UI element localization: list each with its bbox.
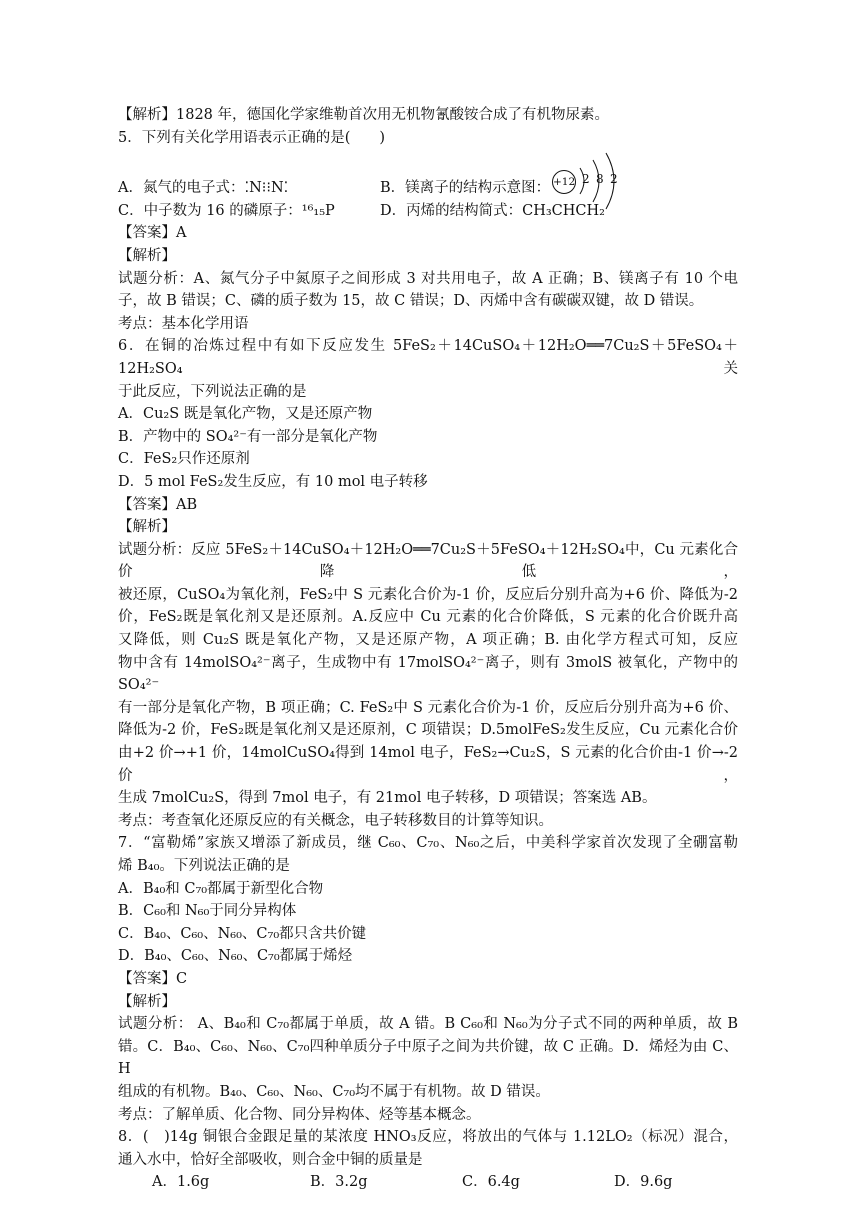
q8-stem: 8．( )14g 铜银合金跟足量的某浓度 HNO₃反应，将放出的气体与 1.12LO₂（标况）混合， bbox=[118, 1129, 738, 1146]
q6-analysis-line: 被还原，CuSO₄为氧化剂，FeS₂中 S 元素化合价为-1 价，反应后分别升高为+6 价、降低为-2 bbox=[118, 586, 738, 603]
q5-analysis-line: 子，故 B 错误；C、磷的质子数为 15，故 C 错误；D、丙烯中含有碳碳双键，故 D 错误。 bbox=[118, 293, 704, 310]
q7-option-d: D．B₄₀、C₆₀、N₆₀、C₇₀都属于烯烃 bbox=[118, 948, 353, 965]
q6-option-a: A．Cu₂S 既是氧化产物，又是还原产物 bbox=[118, 406, 373, 423]
q7-option-b: B．C₆₀和 N₆₀于同分异构体 bbox=[118, 903, 297, 920]
q6-option-d: D．5 mol FeS₂发生反应，有 10 mol 电子转移 bbox=[118, 473, 428, 490]
q5-option-d: D．丙烯的结构简式：CH₃CHCH₂ bbox=[380, 202, 605, 219]
q6-option-b: B．产物中的 SO₄²⁻有一部分是氧化产物 bbox=[118, 428, 378, 445]
q6-stem: 6．在铜的冶炼过程中有如下反应发生 5FeS₂＋14CuSO₄＋12H₂O══7Cu₂S＋5FeSO₄＋12H₂SO₄ 关 bbox=[118, 338, 738, 377]
q8-option-b: B．3.2g bbox=[310, 1174, 368, 1191]
q8-option-c: C．6.4g bbox=[462, 1174, 520, 1191]
shell-electron-count: 8 bbox=[596, 172, 604, 186]
q7-analysis-line: 错。C．B₄₀、C₆₀、N₆₀、C₇₀四种单质分子中原子之间为共价键，故 C 正确。D．烯烃为由 C、H bbox=[118, 1038, 738, 1078]
nucleus-charge: +12 bbox=[552, 170, 576, 194]
q5-options-row1 bbox=[118, 177, 738, 200]
magnesium-ion-structure-diagram bbox=[552, 150, 632, 212]
q7-option-a: A．B₄₀和 C₇₀都属于新型化合物 bbox=[118, 880, 324, 897]
q7-answer: 【答案】C bbox=[118, 970, 188, 987]
q5-option-b: B．镁离子的结构示意图： bbox=[380, 180, 551, 197]
shell-electron-count: 2 bbox=[610, 172, 618, 186]
q6-jiexi-heading: 【解析】 bbox=[118, 519, 176, 536]
q6-answer: 【答案】AB bbox=[118, 496, 198, 513]
prev-analysis: 【解析】1828 年，德国化学家维勒首次用无机物氰酸铵合成了有机物尿素。 bbox=[118, 107, 610, 123]
q8-stem: 通入水中，恰好全部吸收，则合金中铜的质量是 bbox=[118, 1151, 423, 1168]
q5-options-row2 bbox=[118, 200, 738, 223]
q7-stem: 烯 B₄₀。下列说法正确的是 bbox=[118, 858, 290, 874]
q6-option-c: C．FeS₂只作还原剂 bbox=[118, 451, 250, 468]
q7-analysis-line: 组成的有机物。B₄₀、C₆₀、N₆₀、C₇₀均不属于有机物。故 D 错误。 bbox=[118, 1083, 550, 1100]
q6-analysis-line: 价，FeS₂既是氧化剂又是还原剂。A.反应中 Cu 元素的化合价降低，S 元素的化合价既升高 bbox=[118, 609, 738, 626]
q6-analysis-line: 物中含有 14molSO₄²⁻离子，生成物中有 17molSO₄²⁻离子，则有 3molS 被氧化，产物中的 SO₄²⁻ bbox=[118, 654, 738, 694]
q7-stem: 7．“富勒烯”家族又增添了新成员，继 C₆₀、C₇₀、N₆₀之后，中美科学家首次发现了全硼富勒 bbox=[118, 835, 738, 852]
document-page bbox=[118, 104, 738, 1194]
q7-point: 考点：了解单质、化合物、同分异构体、烃等基本概念。 bbox=[118, 1106, 481, 1123]
q6-analysis-line: 试题分析：反应 5FeS₂＋14CuSO₄＋12H₂O══7Cu₂S＋5FeSO₄＋12H₂SO₄中，Cu 元素化合价降低， bbox=[118, 541, 738, 581]
q8-option-d: D．9.6g bbox=[614, 1174, 673, 1191]
q6-analysis-line: 又降低，则 Cu₂S 既是氧化产物，又是还原产物，A 项正确；B. 由化学方程式可知，反应 bbox=[118, 632, 738, 649]
q8-options-row bbox=[118, 1171, 738, 1194]
q7-jiexi-heading: 【解析】 bbox=[118, 993, 176, 1010]
q5-stem: 5．下列有关化学用语表示正确的是( ) bbox=[118, 129, 386, 146]
q6-analysis-line: 有一部分是氧化产物，B 项正确；C. FeS₂中 S 元素化合价为-1 价，反应后分别升高为+6 价、 bbox=[118, 699, 738, 716]
q6-analysis-line: 生成 7molCu₂S，得到 7mol 电子，有 21mol 电子转移，D 项错误；答案选 AB。 bbox=[118, 790, 657, 807]
q7-analysis-line: 试题分析： A、B₄₀和 C₇₀都属于单质，故 A 错。B C₆₀和 N₆₀为分子式不同的两种单质，故 B bbox=[118, 1016, 738, 1033]
q5-option-c: C．中子数为 16 的磷原子：¹⁶₁₅P bbox=[118, 202, 335, 219]
q6-analysis-line: 降低为-2 价，FeS₂既是氧化剂又是还原剂，C 项错误；D.5molFeS₂发生反应，Cu 元素化合价 bbox=[118, 722, 738, 739]
q5-jiexi-heading: 【解析】 bbox=[118, 247, 176, 264]
q8-option-a: A．1.6g bbox=[152, 1174, 210, 1191]
q7-option-c: C．B₄₀、C₆₀、N₆₀、C₇₀都只含共价键 bbox=[118, 925, 367, 942]
shell-electron-count: 2 bbox=[582, 172, 590, 186]
q6-analysis-line: 由+2 价→+1 价，14molCuSO₄得到 14mol 电子，FeS₂→Cu₂S，S 元素的化合价由-1 价→-2 价， bbox=[118, 745, 738, 784]
q5-point: 考点：基本化学用语 bbox=[118, 315, 249, 332]
q5-analysis-line: 试题分析：A、氮气分子中氮原子之间形成 3 对共用电子，故 A 正确；B、镁离子有 10 个电 bbox=[118, 270, 738, 287]
q5-option-a: A．氮气的电子式：⁚N⁝⁝N⁚ bbox=[118, 180, 289, 197]
q5-answer: 【答案】A bbox=[118, 225, 187, 242]
q6-stem: 于此反应，下列说法正确的是 bbox=[118, 383, 307, 400]
q6-point: 考点：考查氧化还原反应的有关概念，电子转移数目的计算等知识。 bbox=[118, 812, 553, 829]
